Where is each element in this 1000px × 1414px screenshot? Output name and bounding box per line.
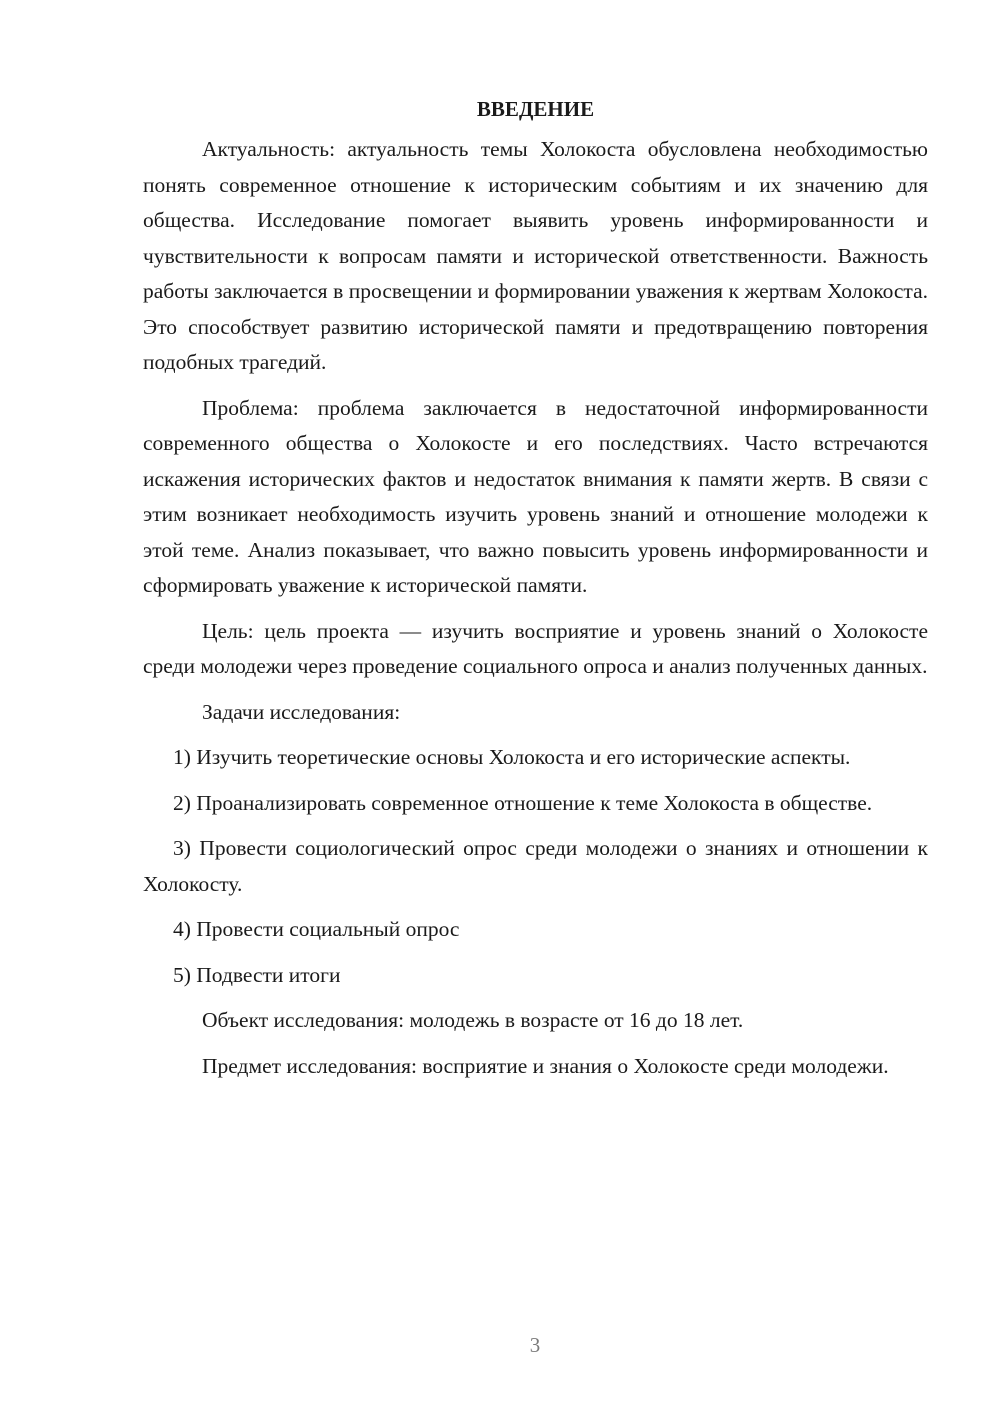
task-item-4: 4) Провести социальный опрос [173,917,460,941]
goal-paragraph: Цель: цель проекта — изучить восприятие и уровень знаний о Холокосте среди молодежи через проведение социального опроса и анализ полученных данных. [143,618,928,678]
task-item-3: 3) Провести социологический опрос среди молодежи о знаниях и отношении к Холокосту. [143,836,928,896]
page-number: 3 [529,1333,541,1357]
task-item-2: 2) Проанализировать современное отношение к теме Холокоста в обществе. [173,790,873,815]
research-subject: Предмет исследования: восприятие и знания о Холокосте среди молодежи. [202,1053,889,1078]
task-item-5: 5) Подвести итоги [173,962,341,987]
research-object: Объект исследования: молодежь в возрасте от 16 до 18 лет. [202,1008,744,1032]
tasks-heading: Задачи исследования: [202,699,401,724]
problem-paragraph: Проблема: проблема заключается в недостаточной информированности современного общества о Холокосте и его последствиях. Часто встречаются искажения исторических фактов и недостаток внимания к памяти жертв. В связи с этим возникает необходимость изучить уровень знаний и отношение молодежи к этой теме. Анализ показывает, что важно повысить уровень информированности и сформировать уважение к исторической памяти. [143,395,928,597]
document-page [143,92,928,1094]
relevance-paragraph: Актуальность: актуальность темы Холокоста обусловлена необходимостью понять современное отношение к историческим событиям и их значению для общества. Исследование помогает выявить уровень информированности и чувствительности к вопросам памяти и исторической ответственности. Важность работы заключается в просвещении и формировании уважения к жертвам Холокоста. Это способствует развитию исторической памяти и предотвращению повторения подобных трагедий. [143,137,928,374]
task-item-1: 1) Изучить теоретические основы Холокоста и его исторические аспекты. [173,745,851,769]
section-title: ВВЕДЕНИЕ [476,97,595,121]
